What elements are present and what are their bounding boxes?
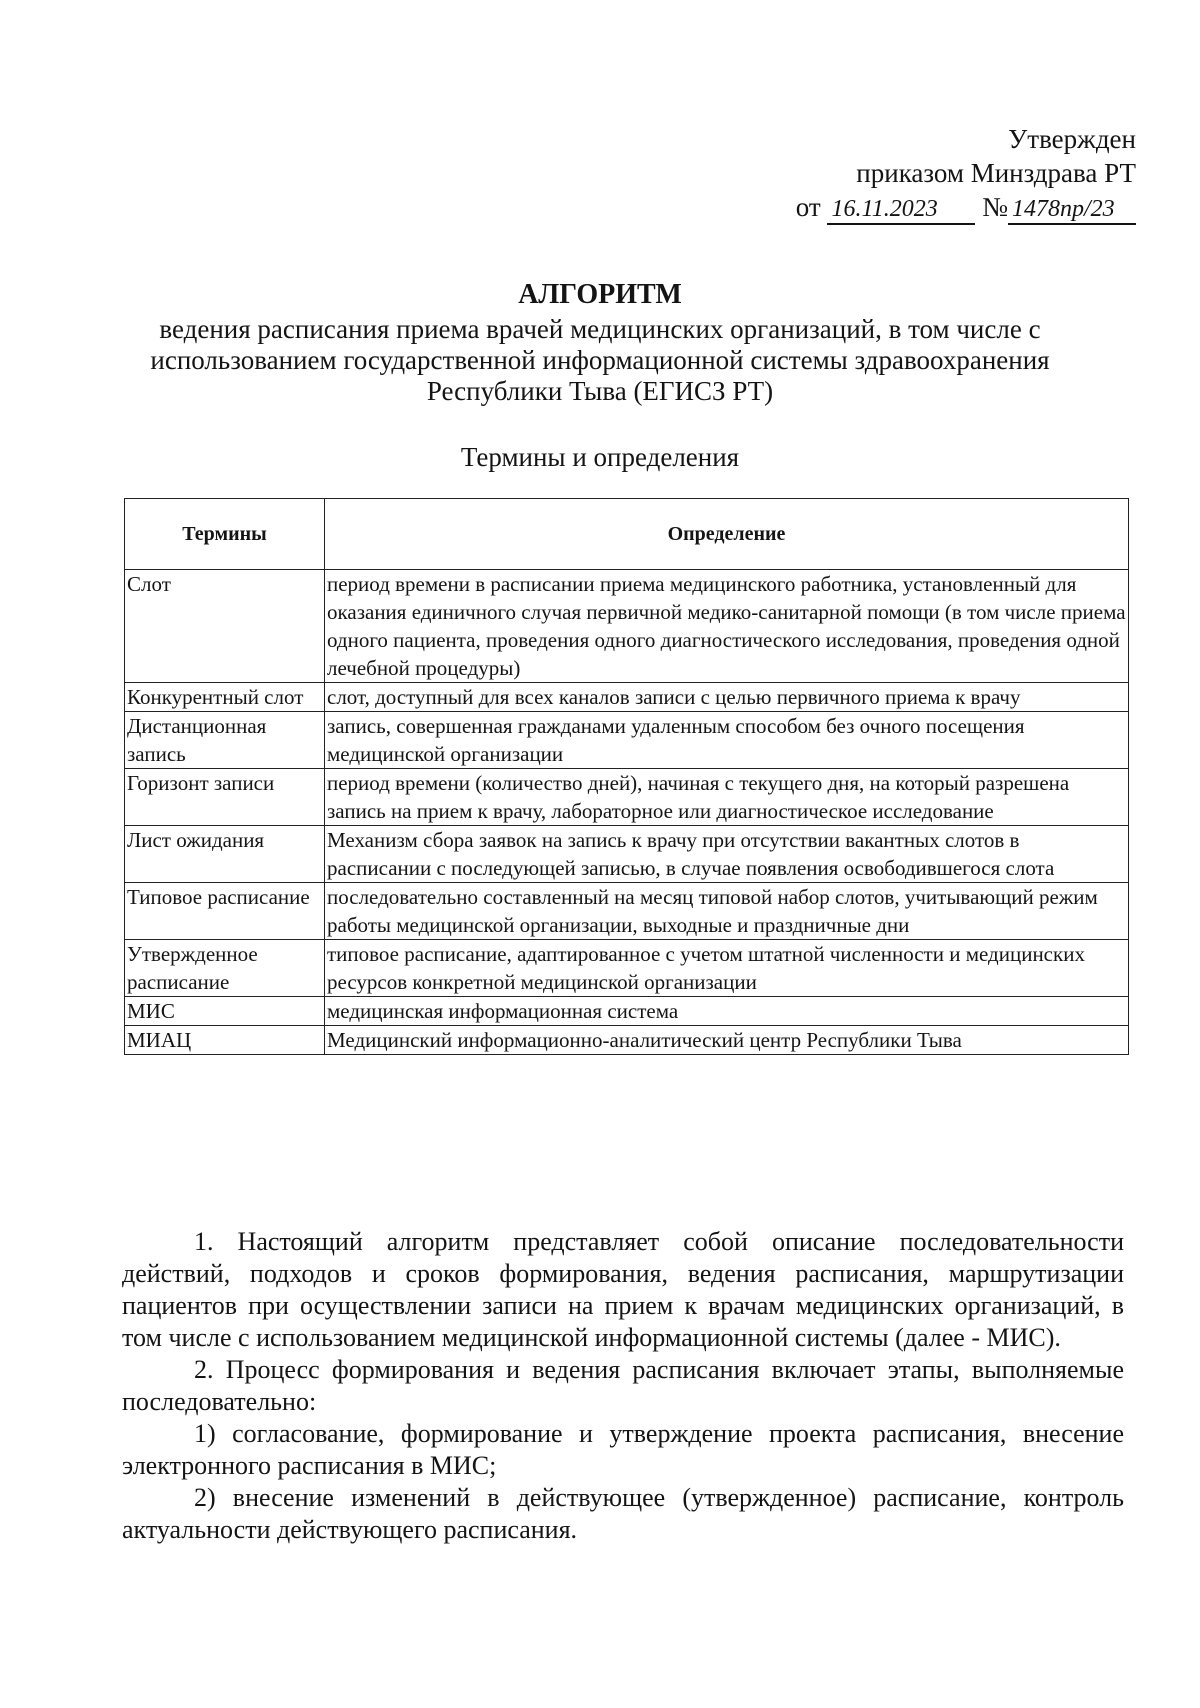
approval-line-2: приказом Минздрава РТ <box>856 158 1136 188</box>
definition-cell: последовательно составленный на месяц типовой набор слотов, учитывающий режим работы медицинской организации, выходные и праздничные дни <box>325 883 1129 940</box>
list-item-1: 1) согласование, формирование и утверждение проекта расписания, внесение электронного расписания в МИС; <box>122 1419 1124 1480</box>
definition-cell: запись, совершенная гражданами удаленным способом без очного посещения медицинской организации <box>325 712 1129 769</box>
term-cell: Дистанционная запись <box>125 712 325 769</box>
document-subtitle: ведения расписания приема врачей медицинских организаций, в том числе с использованием государственной информационной системы здравоохранения Республики Тыва (ЕГИСЗ РТ) <box>150 314 1050 406</box>
body-text <box>122 1226 1124 1546</box>
table-row <box>125 769 1129 826</box>
table-row <box>125 997 1129 1026</box>
title-block <box>0 278 1200 473</box>
paragraph-1: 1. Настоящий алгоритм представляет собой описание последовательности действий, подходов и сроков формирования, ведения расписания, маршрутизации пациентов при осуществлении записи на прием к врачам медицинских организаций, в том числе с использованием медицинской информационной системы (далее - МИС). <box>122 1227 1124 1352</box>
from-label: от <box>795 192 821 222</box>
term-cell: МИАЦ <box>125 1026 325 1055</box>
term-cell: Лист ожидания <box>125 826 325 883</box>
approval-stamp <box>796 122 1136 225</box>
list-item-2: 2) внесение изменений в действующее (утвержденное) расписание, контроль актуальности действующего расписания. <box>122 1483 1124 1544</box>
table-row <box>125 826 1129 883</box>
table-row <box>125 570 1129 683</box>
column-header-definition: Определение <box>325 499 1129 570</box>
definition-cell: период времени (количество дней), начиная с текущего дня, на который разрешена запись на прием к врачу, лабораторное или диагностическое исследование <box>325 769 1129 826</box>
approval-line-1: Утвержден <box>1008 124 1136 154</box>
column-header-terms: Термины <box>125 499 325 570</box>
table-header-row <box>125 499 1129 570</box>
term-cell: Горизонт записи <box>125 769 325 826</box>
definition-cell: Механизм сбора заявок на запись к врачу при отсутствии вакантных слотов в расписании с последующей записью, в случае появления освободившегося слота <box>325 826 1129 883</box>
definition-cell: типовое расписание, адаптированное с учетом штатной численности и медицинских ресурсов конкретной медицинской организации <box>325 940 1129 997</box>
definition-cell: медицинская информационная система <box>325 997 1129 1026</box>
term-cell: МИС <box>125 997 325 1026</box>
section-title: Термины и определения <box>460 442 740 472</box>
approval-line-3 <box>796 190 1136 225</box>
number-label: № <box>982 192 1008 222</box>
terms-table <box>124 498 1129 1055</box>
definition-cell: слот, доступный для всех каналов записи с целью первичного приема к врачу <box>325 683 1129 712</box>
document-title: АЛГОРИТМ <box>518 279 682 310</box>
term-cell: Конкурентный слот <box>125 683 325 712</box>
table-row <box>125 1026 1129 1055</box>
handwritten-date: 16.11.2023 <box>827 195 975 225</box>
definition-cell: период времени в расписании приема медицинского работника, установленный для оказания единичного случая первичной медико-санитарной помощи (в том числе приема одного пациента, проведения одного диагностического исследования, проведения одной лечебной процедуры) <box>325 570 1129 683</box>
term-cell: Типовое расписание <box>125 883 325 940</box>
definition-cell: Медицинский информационно-аналитический центр Республики Тыва <box>325 1026 1129 1055</box>
paragraph-2: 2. Процесс формирования и ведения расписания включает этапы, выполняемые последовательно: <box>122 1355 1124 1416</box>
handwritten-order-number: 1478пр/23 <box>1008 195 1136 225</box>
table-row <box>125 940 1129 997</box>
term-cell: Утвержденное расписание <box>125 940 325 997</box>
table-row <box>125 883 1129 940</box>
table-row <box>125 683 1129 712</box>
table-row <box>125 712 1129 769</box>
term-cell: Слот <box>125 570 325 683</box>
